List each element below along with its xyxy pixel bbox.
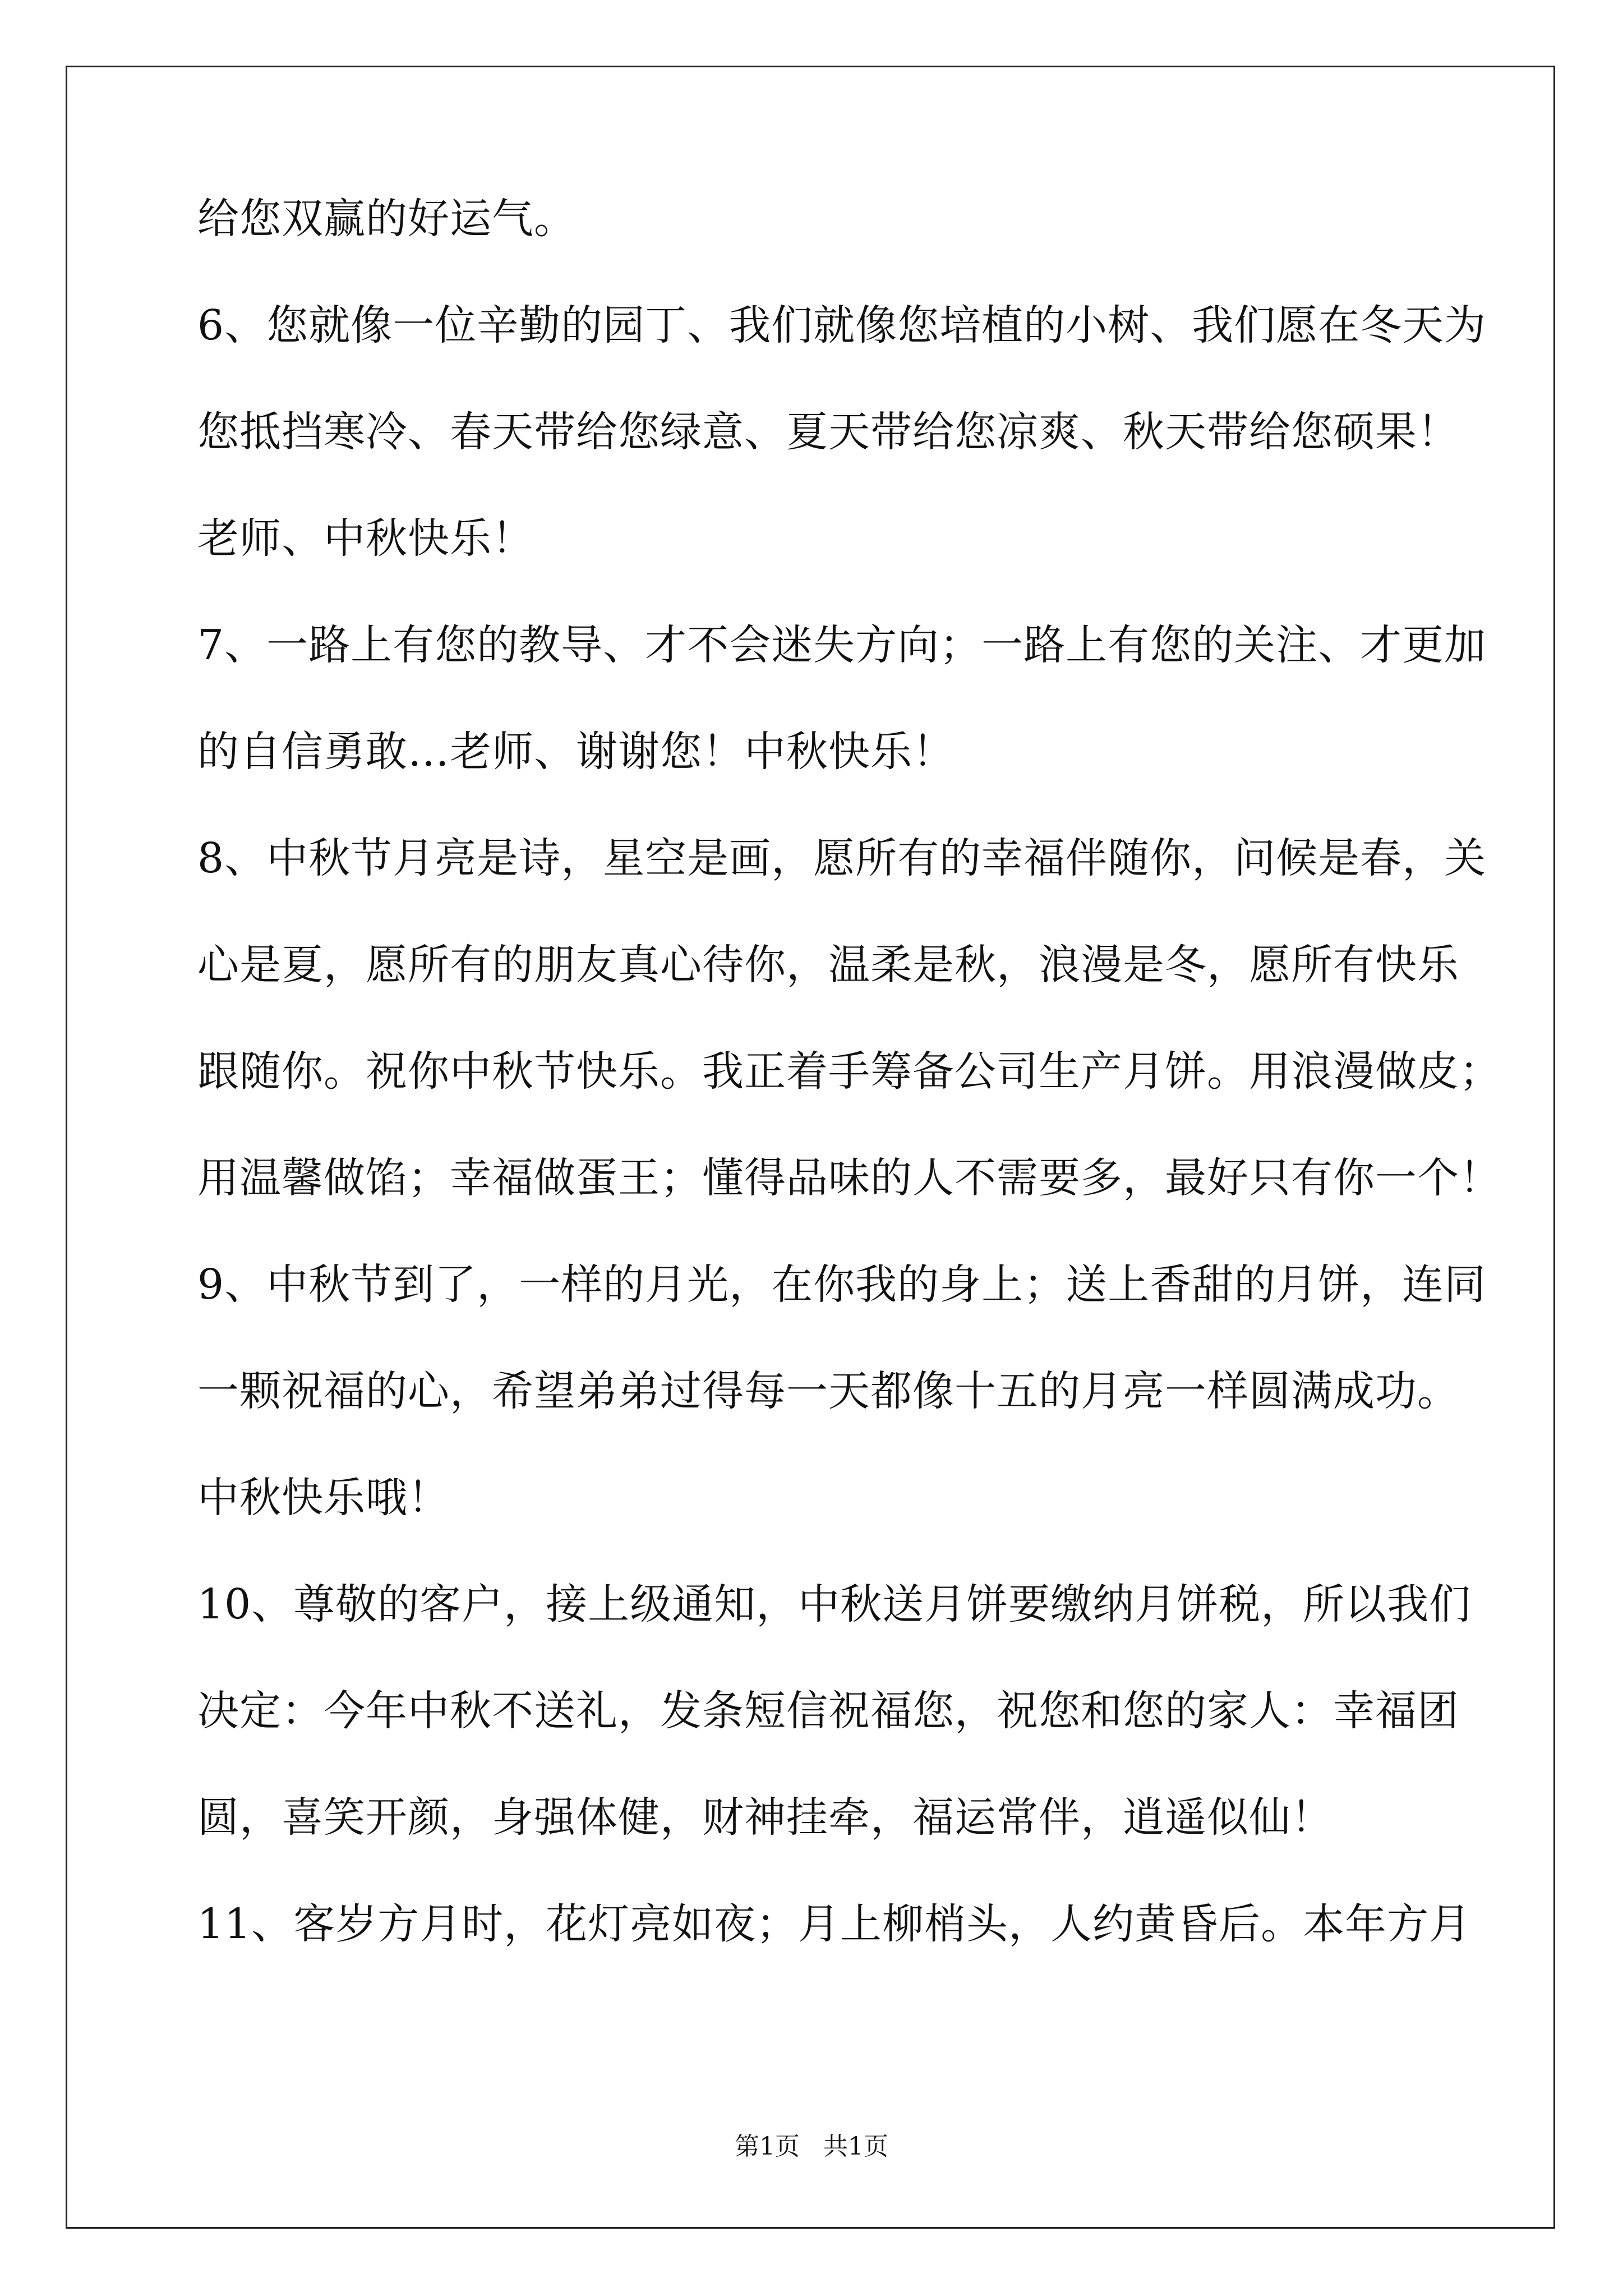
text-line: 中秋快乐哦！ — [197, 1474, 450, 1522]
text-line: 心是夏，愿所有的朋友真心待你，温柔是秋，浪漫是冬，愿所有快乐 — [197, 941, 1459, 989]
page-footer: 第1页 共1页 — [735, 2132, 888, 2161]
text-line: 用温馨做馅；幸福做蛋王；懂得品味的人不需要多，最好只有你一个！ — [197, 1154, 1501, 1202]
text-line: 9、中秋节到了，一样的月光，在你我的身上；送上香甜的月饼，连同 — [197, 1260, 1487, 1309]
text-line: 6、您就像一位辛勤的园丁、我们就像您培植的小树、我们愿在冬天为 — [197, 301, 1487, 349]
text-line: 一颗祝福的心，希望弟弟过得每一天都像十五的月亮一样圆满成功。 — [197, 1367, 1459, 1415]
text-line: 11、客岁方月时，花灯亮如夜；月上柳梢头，人约黄昏后。本年方月 — [197, 1900, 1472, 1948]
text-line: 跟随你。祝你中秋节快乐。我正着手筹备公司生产月饼。用浪漫做皮； — [197, 1047, 1501, 1096]
text-line: 您抵挡寒冷、春天带给您绿意、夏天带给您凉爽、秋天带给您硕果！ — [197, 408, 1459, 456]
text-line: 8、中秋节月亮是诗，星空是画，愿所有的幸福伴随你，问候是春，关 — [197, 834, 1487, 882]
text-line: 7、一路上有您的教导、才不会迷失方向；一路上有您的关注、才更加 — [197, 621, 1487, 669]
text-line: 的自信勇敢…老师、谢谢您！中秋快乐！ — [197, 728, 955, 776]
text-line: 决定：今年中秋不送礼，发条短信祝福您，祝您和您的家人：幸福团 — [197, 1687, 1459, 1735]
text-line: 10、尊敬的客户，接上级通知，中秋送月饼要缴纳月饼税，所以我们 — [197, 1580, 1472, 1628]
text-line: 给您双赢的好运气。 — [197, 195, 576, 243]
text-line: 老师、中秋快乐！ — [197, 514, 534, 563]
text-line: 圆，喜笑开颜，身强体健，财神挂牵，福运常伴，逍遥似仙！ — [197, 1793, 1333, 1842]
